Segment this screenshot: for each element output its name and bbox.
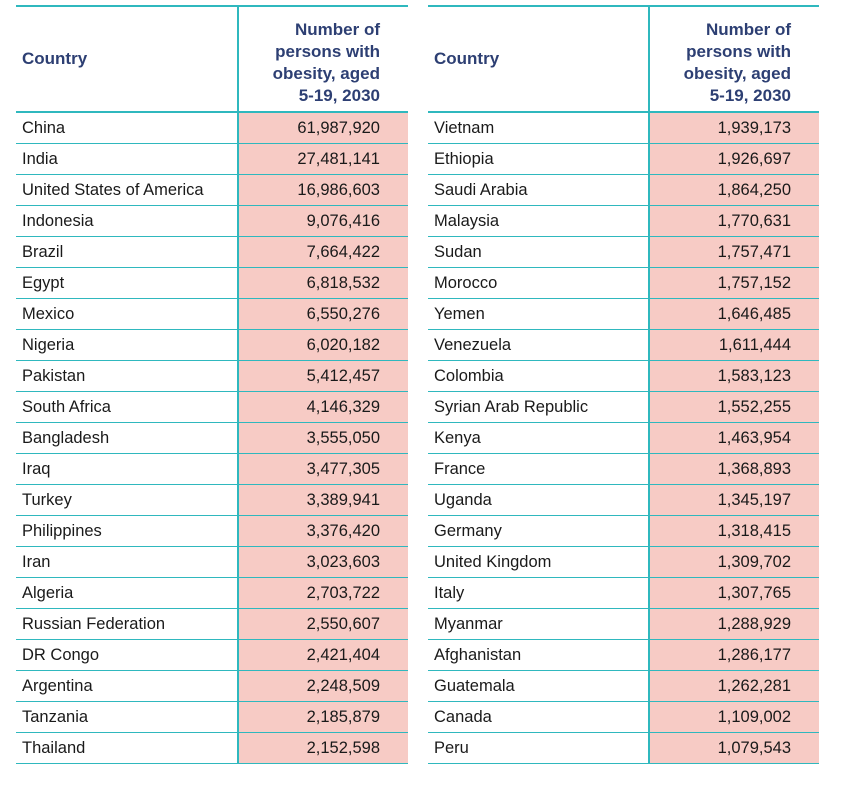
header-row xyxy=(428,6,819,112)
obesity-count-cell: 2,152,598 xyxy=(238,733,408,764)
country-cell: Vietnam xyxy=(428,112,649,144)
country-cell: Yemen xyxy=(428,299,649,330)
table-row xyxy=(428,609,819,640)
table-row xyxy=(428,330,819,361)
country-header: Country xyxy=(428,6,649,112)
country-cell: Afghanistan xyxy=(428,640,649,671)
right-table-body xyxy=(428,112,819,764)
country-cell: Egypt xyxy=(16,268,238,299)
table-row xyxy=(428,299,819,330)
table-row xyxy=(428,175,819,206)
table-row xyxy=(16,299,408,330)
table-row xyxy=(428,206,819,237)
table-row xyxy=(16,485,408,516)
table-row xyxy=(16,361,408,392)
table-row xyxy=(16,330,408,361)
obesity-count-cell: 1,288,929 xyxy=(649,609,819,640)
obesity-count-cell: 2,185,879 xyxy=(238,702,408,733)
table-row xyxy=(428,423,819,454)
obesity-count-cell: 1,757,152 xyxy=(649,268,819,299)
country-cell: South Africa xyxy=(16,392,238,423)
country-cell: France xyxy=(428,454,649,485)
obesity-count-cell: 2,550,607 xyxy=(238,609,408,640)
country-cell: Iraq xyxy=(16,454,238,485)
country-cell: Uganda xyxy=(428,485,649,516)
obesity-count-cell: 1,926,697 xyxy=(649,144,819,175)
country-cell: Venezuela xyxy=(428,330,649,361)
country-cell: Ethiopia xyxy=(428,144,649,175)
obesity-count-cell: 3,477,305 xyxy=(238,454,408,485)
obesity-count-cell: 1,307,765 xyxy=(649,578,819,609)
obesity-count-cell: 1,109,002 xyxy=(649,702,819,733)
table-row xyxy=(428,485,819,516)
country-cell: Pakistan xyxy=(16,361,238,392)
value-header-line: obesity, aged xyxy=(272,64,380,83)
obesity-count-cell: 1,939,173 xyxy=(649,112,819,144)
table-row xyxy=(16,237,408,268)
country-cell: Iran xyxy=(16,547,238,578)
country-cell: Peru xyxy=(428,733,649,764)
obesity-count-cell: 6,020,182 xyxy=(238,330,408,361)
obesity-count-cell: 1,646,485 xyxy=(649,299,819,330)
obesity-count-cell: 4,146,329 xyxy=(238,392,408,423)
table-row xyxy=(428,112,819,144)
value-header-line: 5-19, 2030 xyxy=(709,86,791,105)
table-row xyxy=(16,578,408,609)
obesity-count-cell: 3,023,603 xyxy=(238,547,408,578)
obesity-count-cell: 1,864,250 xyxy=(649,175,819,206)
obesity-count-cell: 3,376,420 xyxy=(238,516,408,547)
table-row xyxy=(428,361,819,392)
country-cell: Syrian Arab Republic xyxy=(428,392,649,423)
obesity-count-cell: 1,368,893 xyxy=(649,454,819,485)
country-cell: United Kingdom xyxy=(428,547,649,578)
obesity-count-cell: 2,703,722 xyxy=(238,578,408,609)
table-row xyxy=(16,112,408,144)
table-row xyxy=(16,175,408,206)
table-row xyxy=(428,578,819,609)
country-cell: Philippines xyxy=(16,516,238,547)
country-cell: United States of America xyxy=(16,175,238,206)
table-row xyxy=(16,733,408,764)
country-cell: Mexico xyxy=(16,299,238,330)
table-row xyxy=(16,144,408,175)
obesity-count-cell: 27,481,141 xyxy=(238,144,408,175)
obesity-count-cell: 1,079,543 xyxy=(649,733,819,764)
obesity-count-cell: 1,583,123 xyxy=(649,361,819,392)
table-row xyxy=(428,547,819,578)
table-row xyxy=(16,206,408,237)
country-cell: Kenya xyxy=(428,423,649,454)
country-cell: Nigeria xyxy=(16,330,238,361)
country-cell: Turkey xyxy=(16,485,238,516)
left-table-body xyxy=(16,112,408,764)
country-cell: Thailand xyxy=(16,733,238,764)
obesity-count-cell: 3,555,050 xyxy=(238,423,408,454)
value-header xyxy=(649,6,819,112)
table-row xyxy=(428,268,819,299)
obesity-count-cell: 1,611,444 xyxy=(649,330,819,361)
obesity-count-cell: 7,664,422 xyxy=(238,237,408,268)
header-row xyxy=(16,6,408,112)
obesity-count-cell: 1,309,702 xyxy=(649,547,819,578)
value-header-line: persons with xyxy=(686,42,791,61)
obesity-count-cell: 1,770,631 xyxy=(649,206,819,237)
obesity-count-cell: 2,421,404 xyxy=(238,640,408,671)
table-row xyxy=(16,516,408,547)
table-row xyxy=(428,702,819,733)
country-cell: Indonesia xyxy=(16,206,238,237)
obesity-count-cell: 1,345,197 xyxy=(649,485,819,516)
obesity-count-cell: 1,757,471 xyxy=(649,237,819,268)
table-row xyxy=(428,640,819,671)
table-row xyxy=(428,237,819,268)
table-row xyxy=(428,392,819,423)
right-table xyxy=(428,5,819,764)
country-cell: Colombia xyxy=(428,361,649,392)
obesity-count-cell: 1,318,415 xyxy=(649,516,819,547)
country-cell: Algeria xyxy=(16,578,238,609)
value-header xyxy=(238,6,408,112)
country-cell: Saudi Arabia xyxy=(428,175,649,206)
obesity-count-cell: 5,412,457 xyxy=(238,361,408,392)
value-header-line: 5-19, 2030 xyxy=(298,86,380,105)
obesity-count-cell: 1,286,177 xyxy=(649,640,819,671)
table-row xyxy=(428,516,819,547)
country-cell: India xyxy=(16,144,238,175)
obesity-count-cell: 6,818,532 xyxy=(238,268,408,299)
table-row xyxy=(16,702,408,733)
obesity-count-cell: 1,552,255 xyxy=(649,392,819,423)
country-cell: Bangladesh xyxy=(16,423,238,454)
table-row xyxy=(428,671,819,702)
country-cell: China xyxy=(16,112,238,144)
country-cell: Canada xyxy=(428,702,649,733)
obesity-count-cell: 6,550,276 xyxy=(238,299,408,330)
country-cell: Brazil xyxy=(16,237,238,268)
country-cell: Morocco xyxy=(428,268,649,299)
obesity-count-cell: 16,986,603 xyxy=(238,175,408,206)
obesity-count-cell: 9,076,416 xyxy=(238,206,408,237)
value-header-line: obesity, aged xyxy=(683,64,791,83)
country-header: Country xyxy=(16,6,238,112)
table-row xyxy=(16,671,408,702)
obesity-count-cell: 3,389,941 xyxy=(238,485,408,516)
value-header-line: Number of xyxy=(706,20,791,39)
obesity-count-cell: 61,987,920 xyxy=(238,112,408,144)
value-header-line: Number of xyxy=(295,20,380,39)
country-cell: Tanzania xyxy=(16,702,238,733)
table-row xyxy=(428,454,819,485)
country-cell: Myanmar xyxy=(428,609,649,640)
table-row xyxy=(16,392,408,423)
obesity-count-cell: 1,262,281 xyxy=(649,671,819,702)
country-cell: Guatemala xyxy=(428,671,649,702)
table-row xyxy=(16,454,408,485)
country-cell: Malaysia xyxy=(428,206,649,237)
table-row xyxy=(16,640,408,671)
obesity-count-cell: 1,463,954 xyxy=(649,423,819,454)
country-cell: Argentina xyxy=(16,671,238,702)
obesity-count-cell: 2,248,509 xyxy=(238,671,408,702)
table-row xyxy=(16,547,408,578)
table-row xyxy=(16,609,408,640)
left-table xyxy=(16,5,408,764)
table-row xyxy=(428,733,819,764)
country-cell: Italy xyxy=(428,578,649,609)
table-row xyxy=(428,144,819,175)
country-cell: Russian Federation xyxy=(16,609,238,640)
country-cell: Sudan xyxy=(428,237,649,268)
country-cell: Germany xyxy=(428,516,649,547)
table-row xyxy=(16,423,408,454)
country-cell: DR Congo xyxy=(16,640,238,671)
value-header-line: persons with xyxy=(275,42,380,61)
table-row xyxy=(16,268,408,299)
